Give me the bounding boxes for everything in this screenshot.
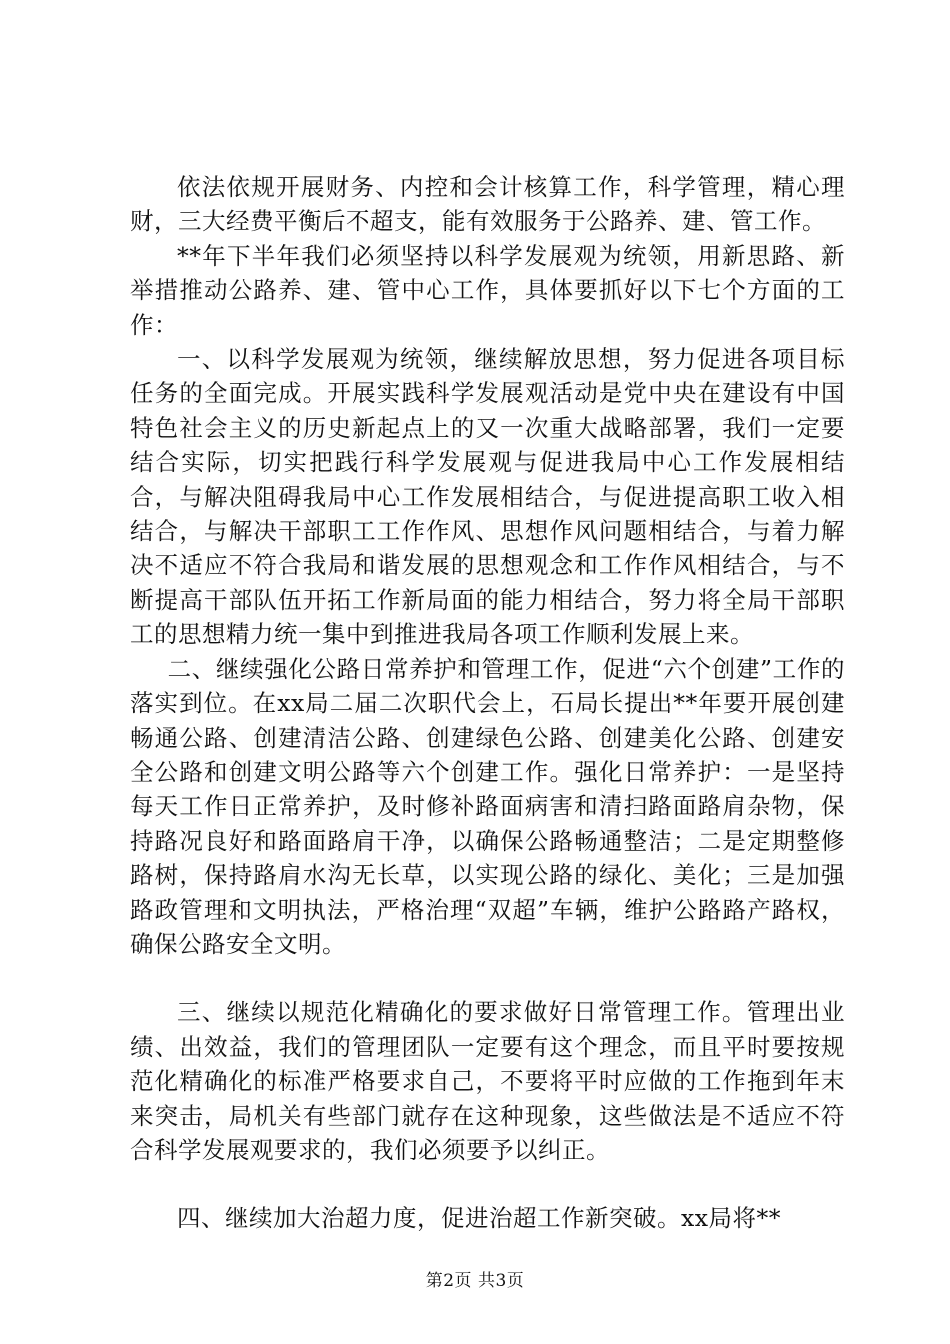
paragraph-point-one: 一、以科学发展观为统领，继续解放思想，努力促进各项目标任务的全面完成。开展实践科学发展观活动是党中央在建设有中国特色社会主义的历史新起点上的又一次重大战略部署，我们一定要结合实际，切实把践行科学发展观与促进我局中心工作发展相结合，与解决阻碍我局中心工作发展相结合，与促进提高职工收入相结合，与解决干部职工工作作风、思想作风问题相结合，与着力解决不适应不符合我局和谐发展的思想观念和工作作风相结合，与不断提高干部队伍开拓工作新局面的能力相结合，努力将全局干部职工的思想精力统一集中到推进我局各项工作顺利发展上来。 [130, 345, 845, 649]
paragraph-finance: 依法依规开展财务、内控和会计核算工作，科学管理，精心理财，三大经费平衡后不超支，能有效服务于公路养、建、管工作。 [130, 173, 845, 236]
document-body [130, 170, 845, 1236]
paragraph-gap [130, 1167, 845, 1201]
paragraph-point-four: 四、继续加大治超力度，促进治超工作新突破。xx局将** [177, 1204, 782, 1233]
paragraph-point-two: 二、继续强化公路日常养护和管理工作，促进“六个创建”工作的落实到位。在xx局二届二次职代会上，石局长提出**年要开展创建畅通公路、创建清洁公路、创建绿色公路、创建美化公路、创建安全公路和创建文明公路等六个创建工作。强化日常养护：一是坚持每天工作日正常养护，及时修补路面病害和清扫路面路肩杂物，保持路况良好和路面路肩干净，以确保公路畅通整洁；二是定期整修路树，保持路肩水沟无长草，以实现公路的绿化、美化；三是加强路政管理和文明执法，严格治理“双超”车辆，维护公路路产路权，确保公路安全文明。 [130, 654, 845, 958]
paragraph-point-three: 三、继续以规范化精确化的要求做好日常管理工作。管理出业绩、出效益，我们的管理团队一定要有这个理念，而且平时要按规范化精确化的标准严格要求自己，不要将平时应做的工作拖到年末来突击，局机关有些部门就存在这种现象，这些做法是不适应不符合科学发展观要求的，我们必须要予以纠正。 [130, 998, 845, 1164]
page-number-footer: 第2页 共3页 [425, 1271, 525, 1291]
paragraph-gap [130, 961, 845, 995]
paragraph-second-half-plan: **年下半年我们必须坚持以科学发展观为统领，用新思路、新举措推动公路养、建、管中心工作，具体要抓好以下七个方面的工作： [130, 241, 845, 339]
